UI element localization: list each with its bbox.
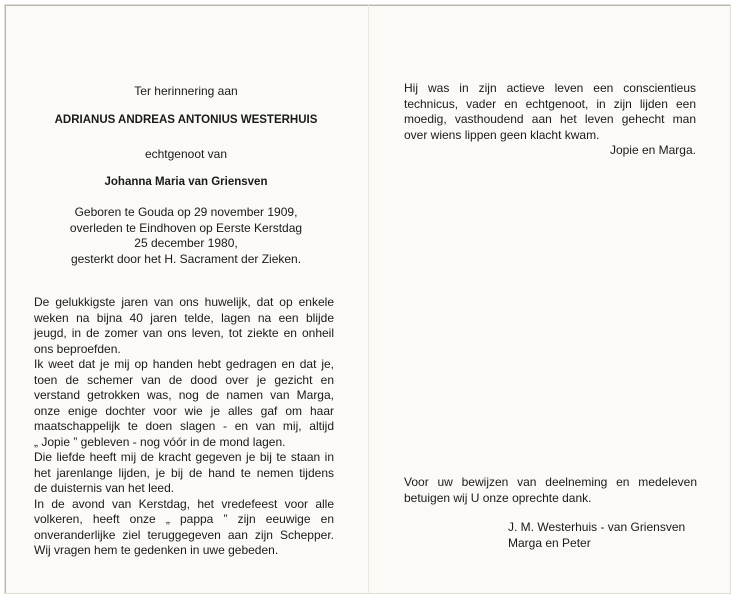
thanks-text [404, 475, 697, 506]
spouse-name: Johanna Maria van Griensven [104, 176, 268, 188]
text-line: weken na bijna 40 jaren telde, lagen na een blijde [34, 310, 334, 325]
birth-death-line: Geboren te Gouda op 29 november 1909, [74, 205, 298, 219]
text-line: het jarenlange lijden, je bij de hand te nemen tijdens [34, 465, 334, 480]
text-line: Hij was in zijn actieve leven een conscientieus [404, 81, 696, 95]
text-line: De gelukkigste jaren van ons huwelijk, dat op enkele [34, 295, 334, 309]
birth-death-block [36, 205, 336, 267]
text-line: toen de schemer van de dood over je gezicht en [34, 372, 334, 387]
tribute-signature: Jopie en Marga. [609, 143, 696, 157]
text-line: verstand getrokken was, nog de namen van Marga, [34, 388, 334, 402]
relation-line: echtgenoot van [144, 147, 228, 161]
text-line: volkeren, heeft onze „ pappa ” zijn eeuwige en [34, 512, 334, 526]
text-line: onze enige dochter voor wie je alles gaf om haar [34, 403, 334, 418]
family-signature: J. M. Westerhuis - van Griensven [508, 520, 686, 534]
intro-line: Ter herinnering aan [134, 84, 238, 98]
text-line: betuigen wij U onze oprechte dank. [404, 490, 592, 505]
text-line: jeugd, in de zomer van ons leven, tot ziekte en onheil [34, 326, 334, 340]
text-line: Ik weet dat je mij op handen hebt gedragen en dat je, [34, 357, 334, 371]
family-signature-2: Marga en Peter [508, 536, 591, 550]
memorial-text [34, 295, 334, 559]
text-line: de duisternis van het leed. [34, 481, 175, 495]
card-left-edge [5, 5, 6, 593]
birth-death-line: overleden te Eindhoven op Eerste Kerstdag [69, 220, 303, 235]
birth-death-line: gesterkt door het H. Sacrament der Zieken. [70, 251, 302, 266]
text-line: maatschappelijk te doen slagen - en van mij, altijd [34, 419, 334, 433]
text-line: Wij vragen hem te gedenken in uwe gebeden. [34, 543, 279, 557]
text-line: over wiens lippen geen klacht kwam. [404, 127, 600, 142]
card-fold-line [368, 5, 369, 593]
text-line: moedig, vasthoudend aan het leven gehecht man [404, 112, 696, 126]
text-line: „ Jopie ” gebleven - nog vóór in de mond lagen. [34, 434, 286, 449]
text-line: ons beproefden. [34, 341, 121, 356]
deceased-name: ADRIANUS ANDREAS ANTONIUS WESTERHUIS [54, 114, 318, 126]
text-line: Voor uw bewijzen van deelneming en medeleven [404, 475, 697, 489]
birth-death-line: 25 december 1980, [134, 236, 238, 250]
text-line: onveranderlijke ziel teruggegeven aan zijn Schepper. [34, 527, 334, 542]
text-line: In de avond van Kerstdag, het vredefeest voor alle [34, 496, 334, 511]
text-line: Die liefde heeft mij de kracht gegeven je bij te staan in [34, 450, 334, 464]
tribute-text [404, 81, 696, 143]
text-line: technicus, vader en echtgenoot, in zijn lijden een [404, 96, 696, 111]
